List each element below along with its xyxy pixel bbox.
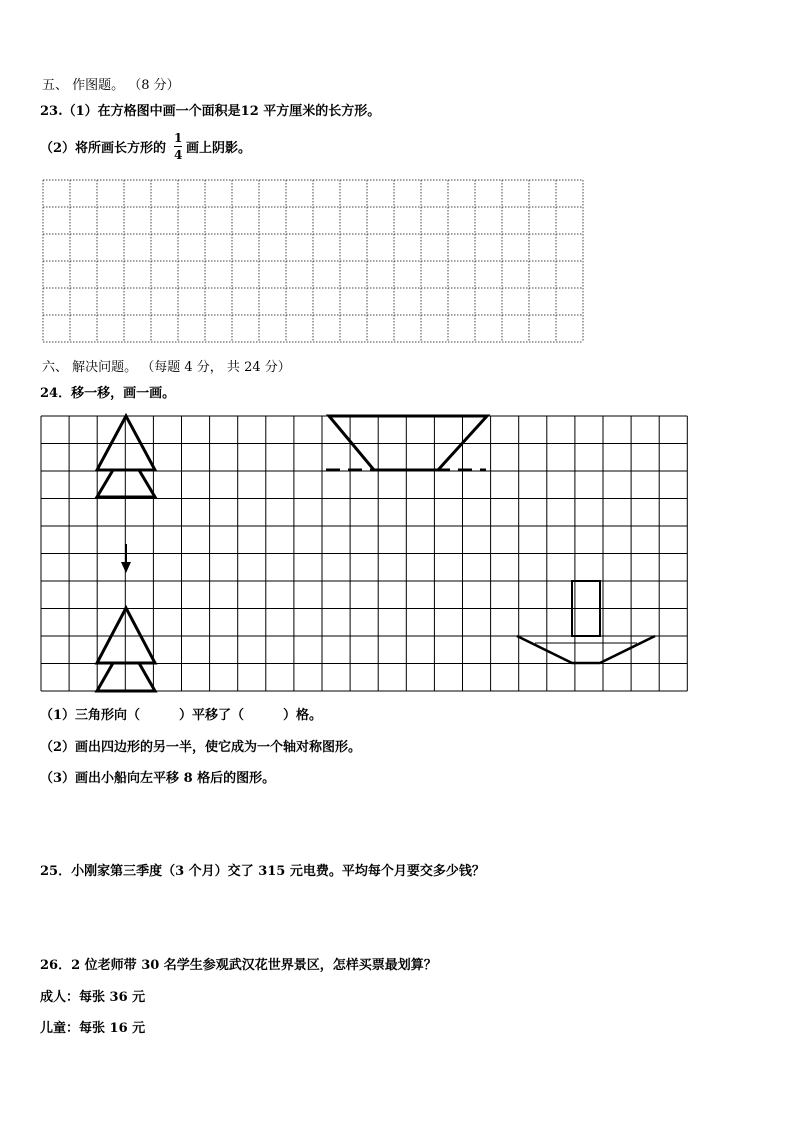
child-ticket-price: 儿童：每张 16 元 [40,1021,146,1036]
triangle-bottom-lower [97,663,155,691]
question-24-title: 24．移一移，画一画。 [40,386,176,401]
question-24-sub-1: （1）三角形向（ ）平移了（ ）格。 [40,708,323,723]
fraction-denominator: 4 [174,148,183,162]
question-23-line-2-prefix: （2）将所画长方形的 [40,141,167,156]
section-five-title: 五、 作图题。 （8 分） [42,78,180,93]
fraction-numerator: 1 [174,131,183,145]
question-23-line-1: 23.（1）在方格图中画一个面积是12 平方厘米的长方形。 [40,104,381,119]
question-23-line-2-suffix: 画上阴影。 [186,141,252,156]
boat-hull [517,636,655,663]
question-24-sub-3: （3）画出小船向左平移 8 格后的图形。 [40,771,276,786]
question-26-text: 26．2 位老师带 30 名学生参观武汉花世界景区，怎样买票最划算？ [40,958,437,973]
question-25-text: 25．小刚家第三季度（3 个月）交了 315 元电费。平均每个月要交多少钱？ [40,864,485,879]
triangle-top-lower [97,470,155,497]
question-24-sub-2: （2）画出四边形的另一半，使它成为一个轴对称图形。 [40,740,362,755]
arrow-head-icon [121,562,131,573]
adult-ticket-price: 成人：每张 36 元 [40,990,146,1005]
section-six-title: 六、 解决问题。 （每题 4 分， 共 24 分） [42,360,291,375]
